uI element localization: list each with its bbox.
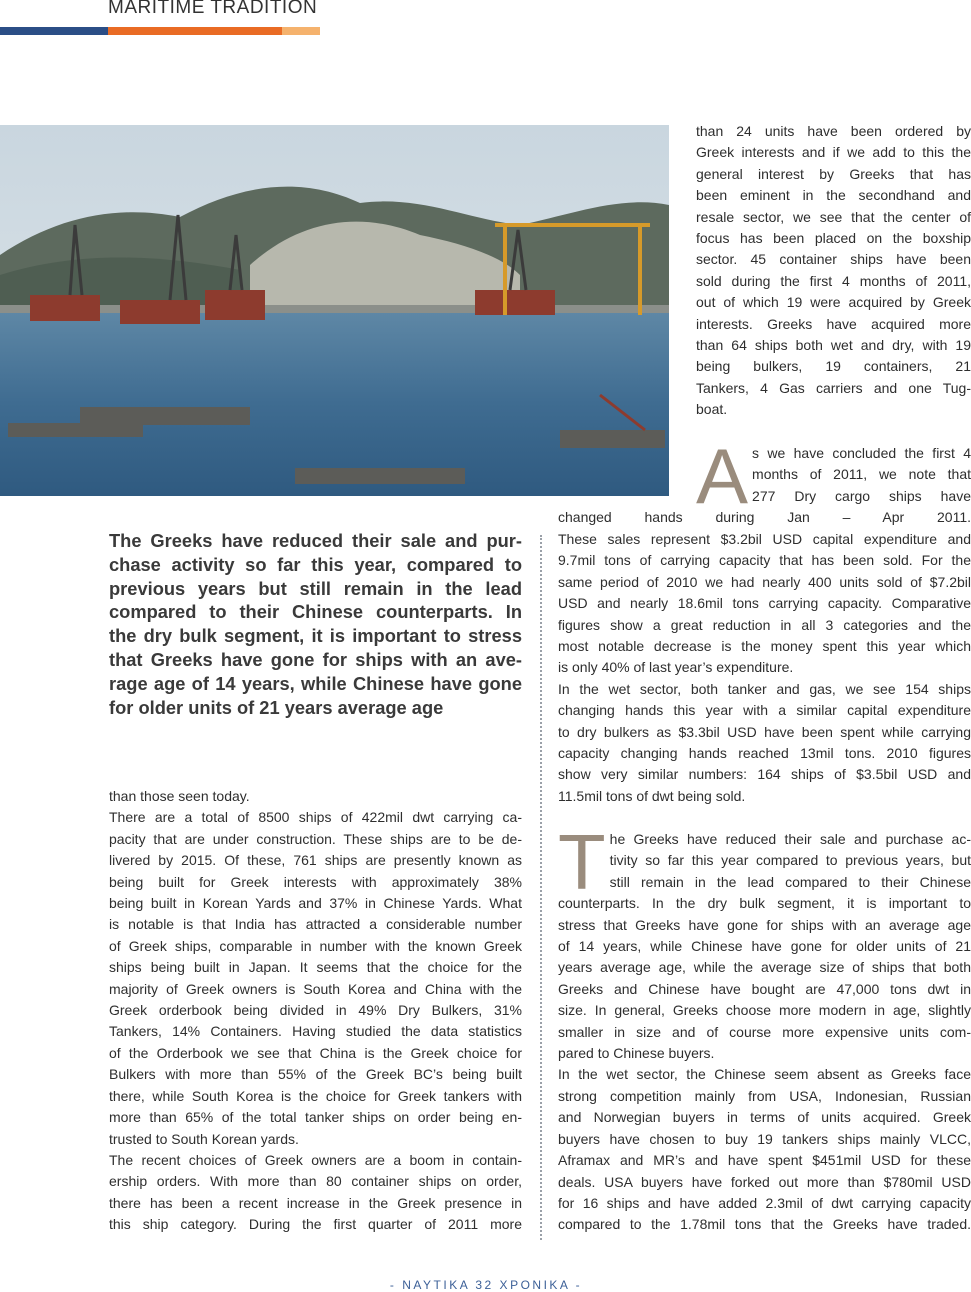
text-line: There are a total of 8500 ships of 422mil dwt carrying ca-: [109, 809, 522, 826]
text-line: Aframax and MR’s and have spent $451mil USD for these: [558, 1152, 971, 1169]
left-column-text: [109, 786, 522, 1236]
text-line: show very similar numbers: 164 ships of $3.5bil USD and: [558, 766, 971, 783]
drop-cap: T: [558, 818, 606, 906]
text-line: most notable decrease is the money spent this year which: [558, 638, 971, 655]
text-line: majority of Greek owners is South Korea and China with the: [109, 980, 522, 997]
text-line: Greek interests and if we add to this the: [696, 144, 971, 161]
text-line: of the Orderbook we see that China is the Greek choice for: [109, 1044, 522, 1061]
text-line: been eminent in the secondhand and: [696, 187, 971, 204]
text-line: capacity changing hands reached 13mil tons. 2010 figures: [558, 745, 971, 762]
text-line: 277 Dry cargo ships have: [752, 487, 971, 504]
text-line: focus has been placed on the boxship: [696, 230, 971, 247]
text-line: In the wet sector, the Chinese seem absent as Greeks face: [558, 1066, 971, 1083]
shipyard-photo: [0, 125, 669, 496]
text-line: pared to Chinese buyers.: [558, 1045, 715, 1062]
header-bar-blue: [0, 27, 108, 35]
text-line: boat.: [696, 401, 728, 418]
text-line: and Norwegian buyers in terms of units acquired. Greek: [558, 1109, 971, 1126]
header-bar-orange: [108, 27, 282, 35]
text-line: s we have concluded the first 4: [752, 445, 971, 461]
text-line: interests. Greeks have acquired more: [696, 315, 971, 332]
text-line: 9.7mil tons of carrying capacity that has been sold. For the: [558, 552, 971, 569]
text-line: sector. 45 container ships have been: [696, 251, 971, 268]
text-line: tivity so far this year compared to previous years, but: [609, 852, 971, 869]
text-line: figures show a great reduction in all 3 categories and the: [558, 616, 971, 633]
text-line: to dry bulkers as $3.3bil USD have been spent while carrying: [558, 723, 971, 740]
text-line: size. In general, Greeks choose more modern in age, slightly: [558, 1002, 971, 1019]
text-line: this ship category. During the first quarter of 2011 more: [109, 1216, 522, 1233]
text-line: years average age, while the average size of ships that both: [558, 959, 971, 976]
text-line: 11.5mil tons of dwt being sold.: [558, 787, 746, 804]
text-line: Bulkers with more than 55% of the Greek BC’s being built: [109, 1066, 522, 1083]
text-line: being built for Greek interests with approximately 38%: [109, 873, 522, 890]
text-line: being built in Korean Yards and 37% in Chinese Yards. What: [109, 895, 522, 912]
text-line: pacity that are under construction. These ships are to be de-: [109, 830, 522, 847]
text-line: he Greeks have reduced their sale and purchase ac-: [609, 831, 971, 847]
text-line: same period of 2010 we had nearly 400 units sold of $7.2bil: [558, 573, 971, 590]
right-middle-text: [558, 432, 971, 807]
text-line: ership orders. With more than 80 container ships on order,: [109, 1173, 522, 1190]
text-line: deals. USA buyers have forked out more than $780mil USD: [558, 1173, 971, 1190]
text-line: than 64 ships both wet and dry, with 19: [696, 337, 971, 354]
text-line: there, while South Korea is the choice for Greek tankers with: [109, 1087, 522, 1104]
text-line: is only 40% of last year’s expenditure.: [558, 659, 794, 676]
text-line: Tankers, 4 Gas carriers and one Tug-: [696, 379, 971, 396]
text-line: Greeks and Chinese have bought are 47,000 tons dwt in: [558, 980, 971, 997]
pull-quote-line: that Greeks have gone for ships with an ave-: [109, 648, 522, 670]
pull-quote-line: for older units of 21 years average age: [109, 696, 444, 718]
column-divider: [540, 535, 542, 1240]
pull-quote-line: the dry bulk segment, it is important to stress: [109, 625, 522, 647]
text-line: ships being built in Japan. It seems that the choice for the: [109, 959, 522, 976]
pull-quote-line: compared to their Chinese counterparts. In: [109, 601, 522, 623]
pull-quote-line: chase activity so far this year, compared to: [109, 553, 522, 575]
text-line: out of which 19 were acquired by Greek: [696, 294, 971, 311]
drop-cap: A: [696, 432, 749, 520]
text-line: more than 65% of the total tanker ships on order being en-: [109, 1109, 522, 1126]
text-line: changing hands this year with a similar capital expenditure: [558, 702, 971, 719]
text-line: for 16 ships and have added 2.3mil of dwt carrying capacity: [558, 1194, 971, 1211]
right-bottom-text: [558, 818, 971, 1236]
text-line: general interest by Greeks that has: [696, 165, 971, 182]
text-line: strong competition mainly from USA, Indonesian, Russian: [558, 1087, 971, 1104]
text-line: being bulkers, 19 containers, 21: [696, 358, 971, 375]
text-line: than 24 units have been ordered by: [696, 123, 971, 139]
text-line: of 14 years, while Chinese have gone for older units of 21: [558, 938, 971, 955]
text-line: buyers have chosen to buy 19 tankers ships mainly VLCC,: [558, 1130, 971, 1147]
text-line: changed hands during Jan – Apr 2011.: [558, 509, 971, 526]
pull-quote-line: The Greeks have reduced their sale and pur-: [109, 530, 522, 551]
text-line: there has been a recent increase in the Greek presence in: [109, 1194, 522, 1211]
text-line: These sales represent $3.2bil USD capital expenditure and: [558, 531, 971, 547]
text-line: In the wet sector, both tanker and gas, we see 154 ships: [558, 680, 971, 697]
text-line: is notable is that India has attracted a considerable number: [109, 916, 522, 933]
pull-quote: [109, 529, 522, 719]
text-line: smaller in size and of course more expensive units com-: [558, 1023, 971, 1040]
pull-quote-line: previous years but still remain in the lead: [109, 577, 522, 599]
pull-quote-line: rage age of 14 years, while Chinese have gone: [109, 672, 522, 694]
text-line: counterparts. In the dry bulk segment, it is important to: [558, 895, 971, 912]
text-line: months of 2011, we note that: [752, 466, 971, 483]
text-line: than those seen today.: [109, 788, 250, 804]
text-line: stress that Greeks have gone for ships with an average age: [558, 916, 971, 933]
text-line: compared to the 1.78mil tons that the Greeks have traded.: [558, 1216, 971, 1233]
text-line: sold during the first 4 months of 2011,: [696, 272, 971, 289]
text-line: The recent choices of Greek owners are a boom in contain-: [109, 1151, 522, 1168]
text-line: Greek orderbook being divided in 49% Dry Bulkers, 31%: [109, 1002, 522, 1019]
right-top-text: [696, 121, 971, 421]
text-line: trusted to South Korean yards.: [109, 1130, 299, 1147]
page-footer: - ΝΑΥΤΙΚΑ 32 ΧΡΟΝΙΚΑ -: [389, 1278, 583, 1292]
text-line: Tankers, 14% Containers. Having studied the data statistics: [109, 1023, 522, 1040]
header-bar-light-orange: [282, 27, 320, 35]
text-line: resale sector, we see that the center of: [696, 208, 971, 225]
text-line: USD and nearly 18.6mil tons carrying capacity. Comparative: [558, 595, 971, 612]
text-line: livered by 2015. Of these, 761 ships are presently known as: [109, 852, 522, 869]
text-line: of Greek ships, comparable in number with the known Greek: [109, 937, 522, 954]
section-title: MARITIME TRADITION: [108, 0, 318, 18]
text-line: still remain in the lead compared to their Chinese: [609, 873, 971, 890]
